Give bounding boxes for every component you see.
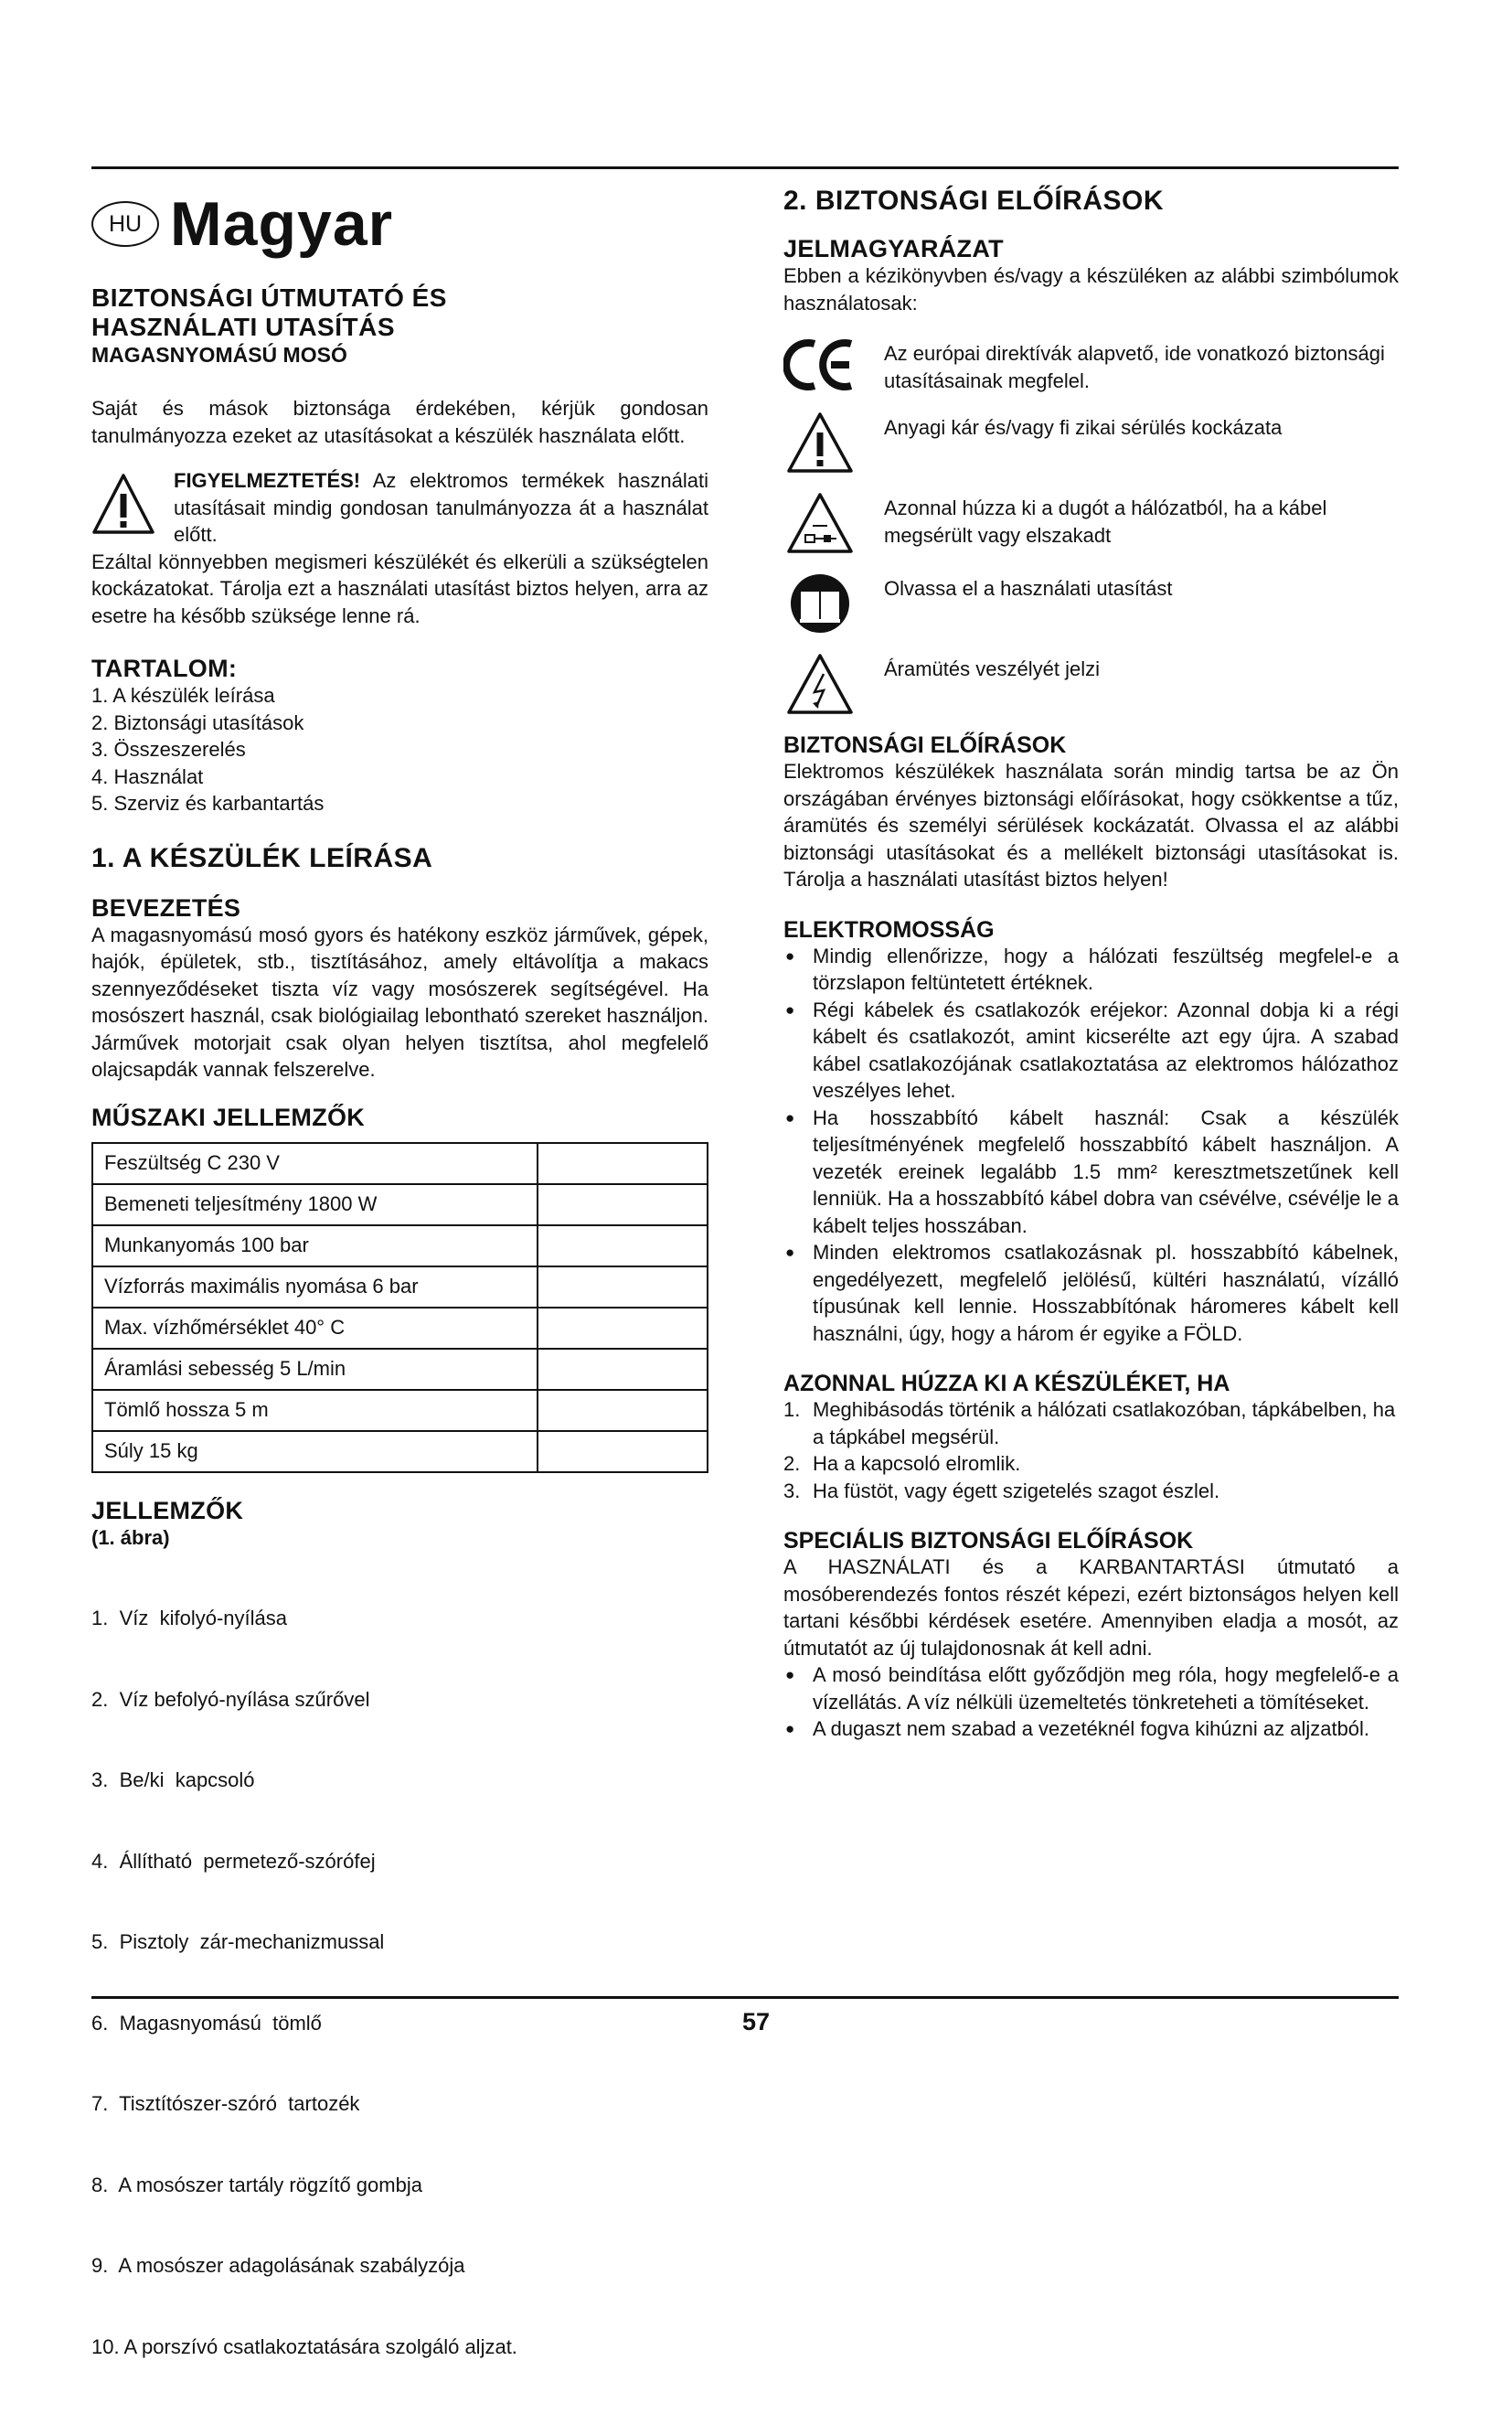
legend-title: JELMAGYARÁZAT xyxy=(783,235,1004,262)
list-item: 7. Tisztítószer-szóró tartozék xyxy=(91,2092,360,2115)
spec-cell: Bemeneti teljesítmény 1800 W xyxy=(92,1184,538,1225)
list-item: ● A mosó beindítása előtt győződjön meg róla, hogy megfelelő-e a vízellátás. A víz nélküli üzemeltetés tönkreteheti a tömítéseket. xyxy=(783,1661,1399,1715)
symbol-row xyxy=(783,571,1399,636)
symbol-row xyxy=(783,652,1399,716)
spec-value-cell xyxy=(538,1308,708,1349)
features-figure-ref: (1. ábra) xyxy=(91,1525,170,1549)
special-safety-title: SPECIÁLIS BIZTONSÁGI ELŐÍRÁSOK xyxy=(783,1528,1194,1554)
spec-cell: Áramlási sebesség 5 L/min xyxy=(92,1349,538,1390)
warning-triangle-icon xyxy=(785,411,855,475)
toc-item: 2. Biztonsági utasítások xyxy=(91,710,304,734)
special-safety-list xyxy=(783,1661,1399,1743)
table-row xyxy=(92,1349,708,1390)
warning-triangle-icon xyxy=(91,472,155,536)
list-item xyxy=(783,1450,1399,1478)
table-row xyxy=(92,1143,708,1184)
spec-value-cell xyxy=(538,1431,708,1472)
spec-cell: Vízforrás maximális nyomása 6 bar xyxy=(92,1266,538,1308)
list-item: 5. Pisztoly zár-mechanizmussal xyxy=(91,1930,385,1953)
product-name: MAGASNYOMÁSÚ MOSÓ xyxy=(91,343,347,367)
specs-title: MŰSZAKI JELLEMZŐK xyxy=(91,1103,366,1131)
toc-item: 3. Összeszerelés xyxy=(91,738,246,761)
introduction-title: BEVEZETÉS xyxy=(91,893,241,922)
section-1-title: 1. A KÉSZÜLÉK LEÍRÁSA xyxy=(91,842,433,873)
spec-cell: Max. vízhőmérséklet 40° C xyxy=(92,1308,538,1349)
toc-title: TARTALOM: xyxy=(91,655,238,682)
spec-value-cell xyxy=(538,1390,708,1431)
warning-block xyxy=(91,467,708,549)
list-number: 2. xyxy=(783,1452,801,1475)
table-row xyxy=(92,1184,708,1225)
toc-item: 5. Szerviz és karbantartás xyxy=(91,792,325,815)
special-safety-text: A HASZNÁLATI és a KARBANTARTÁSI útmutató a mosóberendezés fontos részét képezi, ezért biztonságos helyen kell tartani későbbi kérdések esetére. Amennyiben eladja a mosót, az útmutatót az új tulajdonosnak át kell adni. xyxy=(783,1555,1399,1660)
spec-cell: Súly 15 kg xyxy=(92,1431,538,1472)
safety-title: BIZTONSÁGI ELŐÍRÁSOK xyxy=(783,732,1067,758)
warning-body: Az elektromos termékek használati utasításait mindig gondosan tanulmányozza át a használat előtt. xyxy=(174,469,708,546)
symbol-description: Az európai direktívák alapvető, ide vonatkozó biztonsági utasításainak megfelel. xyxy=(884,342,1385,392)
list-item: ● Mindig ellenőrizze, hogy a hálózati feszültség megfelel-e a törzslapon feltüntetett értéknek. xyxy=(783,943,1399,997)
introduction-text: A magasnyomású mosó gyors és hatékony eszköz járművek, gépek, hajók, épületek, stb., tisztításához, amely eltávolítja a makacs szennyeződéseket tiszta víz vagy mosószerek segítségével. Ha mosószert használ, csak biológiailag lebontható szereket használjon. Járművek motorjait csak olyan helyen tisztítsa, ahol megfelelő olajcsapdák vannak felszerelve. xyxy=(91,923,708,1081)
toc-item: 1. A készülék leírása xyxy=(91,684,275,707)
table-row xyxy=(92,1431,708,1472)
list-item: 10. A porszívó csatlakoztatására szolgáló aljzat. xyxy=(91,2334,517,2358)
list-item: ● A dugaszt nem szabad a vezetéknél fogva kihúzni az aljzatból. xyxy=(783,1715,1399,1743)
list-item: 8. A mosószer tartály rögzítő gombja xyxy=(91,2173,422,2196)
list-item: 1. Víz kifolyó-nyílása xyxy=(91,1607,287,1629)
list-number: 3. xyxy=(783,1479,801,1502)
list-item xyxy=(783,1396,1399,1450)
symbol-row xyxy=(783,491,1399,555)
spec-value-cell xyxy=(538,1266,708,1308)
features-title: JELLEMZŐK xyxy=(91,1496,244,1524)
section-2-title: 2. BIZTONSÁGI ELŐÍRÁSOK xyxy=(783,186,1164,216)
ce-mark-icon xyxy=(783,336,857,393)
page-number: 57 xyxy=(741,2008,771,2035)
bottom-rule xyxy=(91,1996,1399,1999)
unplug-warning-icon xyxy=(785,491,855,555)
main-title-line-1: BIZTONSÁGI ÚTMUTATÓ ÉS xyxy=(91,283,447,312)
symbol-list xyxy=(783,336,1399,716)
table-row xyxy=(92,1390,708,1431)
warning-text xyxy=(174,467,708,549)
list-number: 1. xyxy=(783,1398,801,1421)
list-item: 4. Állítható permetező-szórófej xyxy=(91,1849,376,1873)
specs-table xyxy=(91,1142,708,1473)
symbol-description: Azonnal húzza ki a dugót a hálózatból, ha a kábel megsérült vagy elszakadt xyxy=(884,497,1327,547)
main-title-line-2: HASZNÁLATI UTASÍTÁS xyxy=(91,313,395,341)
spec-cell: Feszültség C 230 V xyxy=(92,1143,538,1184)
spec-value-cell xyxy=(538,1225,708,1266)
list-text: Meghibásodás történik a hálózati csatlakozóban, tápkábelben, ha a tápkábel megsérül. xyxy=(813,1398,1396,1448)
language-title: Magyar xyxy=(170,189,394,259)
list-item: 9. A mosószer adagolásának szabályzója xyxy=(91,2254,465,2277)
symbol-row xyxy=(783,411,1399,475)
language-badge: HU xyxy=(91,201,159,247)
right-column xyxy=(783,178,1399,1743)
top-rule xyxy=(91,166,1399,169)
legend-intro: Ebben a kézikönyvben és/vagy a készüléken az alábbi szimbólumok használatosak: xyxy=(783,264,1399,315)
table-row xyxy=(92,1266,708,1308)
warning-continuation: Ezáltal könnyebben megismeri készülékét és elkerüli a szükségtelen kockázatokat. Tárolja ezt a használati utasítást biztos helyen, arra az esetre ha később szüksége lenne rá. xyxy=(91,550,708,627)
safety-text: Elektromos készülékek használata során mindig tartsa be az Ön országában érvényes biztonsági előírásokat, hogy csökkentse a tűz, áramütés és személyi sérülések kockázatát. Olvassa el az alábbi biztonsági utasításokat és a mellékelt biztonsági utasításokat is. Tárolja a használati utasítást biztos helyen! xyxy=(783,760,1399,891)
symbol-row xyxy=(783,336,1399,394)
symbol-description: Olvassa el a használati utasítást xyxy=(884,577,1173,600)
list-text: Ha füstöt, vagy égett szigetelés szagot észlel. xyxy=(813,1479,1220,1502)
list-item: ● Régi kábelek és csatlakozók eréjekor: Azonnal dobja ki a régi kábelt és csatlakozót, amint kicserélte azt egy újra. A szabad kábel csatlakozójának csatlakoztatása az elektromos hálózathoz veszélyes lehet. xyxy=(783,997,1399,1105)
spec-value-cell xyxy=(538,1184,708,1225)
spec-cell: Tömlő hossza 5 m xyxy=(92,1390,538,1431)
list-item: 3. Be/ki kapcsoló xyxy=(91,1768,255,1791)
unplug-list xyxy=(783,1396,1399,1504)
list-item: 2. Víz befolyó-nyílása szűrővel xyxy=(91,1687,370,1711)
language-header xyxy=(91,183,708,265)
table-row xyxy=(92,1308,708,1349)
list-item xyxy=(783,1478,1399,1505)
table-row xyxy=(92,1225,708,1266)
symbol-description: Áramütés veszélyét jelzi xyxy=(884,657,1100,680)
spec-cell: Munkanyomás 100 bar xyxy=(92,1225,538,1266)
read-manual-icon xyxy=(788,571,852,636)
list-text: Ha a kapcsoló elromlik. xyxy=(813,1452,1021,1475)
toc-list xyxy=(91,682,708,817)
warning-label: FIGYELMEZTETÉS! xyxy=(174,469,361,492)
electricity-title: ELEKTROMOSSÁG xyxy=(783,916,995,943)
spec-value-cell xyxy=(538,1143,708,1184)
symbol-description: Anyagi kár és/vagy fi zikai sérülés kockázata xyxy=(884,416,1283,439)
electricity-list xyxy=(783,943,1399,1348)
unplug-title: AZONNAL HÚZZA KI A KÉSZÜLÉKET, HA xyxy=(783,1371,1230,1396)
list-item: 6. Magasnyomású tömlő xyxy=(91,2011,322,2035)
features-list xyxy=(91,1551,708,2414)
left-column xyxy=(91,178,708,2414)
electric-shock-icon xyxy=(785,652,855,716)
toc-item: 4. Használat xyxy=(91,764,204,788)
list-item: ● Minden elektromos csatlakozásnak pl. hosszabbító kábelnek, engedélyezett, megfelelő jelölésű, kültéri használatú, vízálló típusúnak kell lennie. Hosszabbítónak háromeres kábelt kell használni, úgy, hogy a három ér egyike a FÖLD. xyxy=(783,1239,1399,1347)
intro-paragraph: Saját és mások biztonsága érdekében, kérjük gondosan tanulmányozza ezeket az utasításokat a készülék használata előtt. xyxy=(91,397,708,447)
list-item: ● Ha hosszabbító kábelt használ: Csak a készülék teljesítményének megfelelő hosszabbító kábelt használjon. A vezeték ereinek legalább 1.5 mm² keresztmetszetűnek kell lenniük. Ha a hosszabbító kábel dobra van csévélve, csévélje le a kábelt teljes hosszában. xyxy=(783,1105,1399,1240)
spec-value-cell xyxy=(538,1349,708,1390)
